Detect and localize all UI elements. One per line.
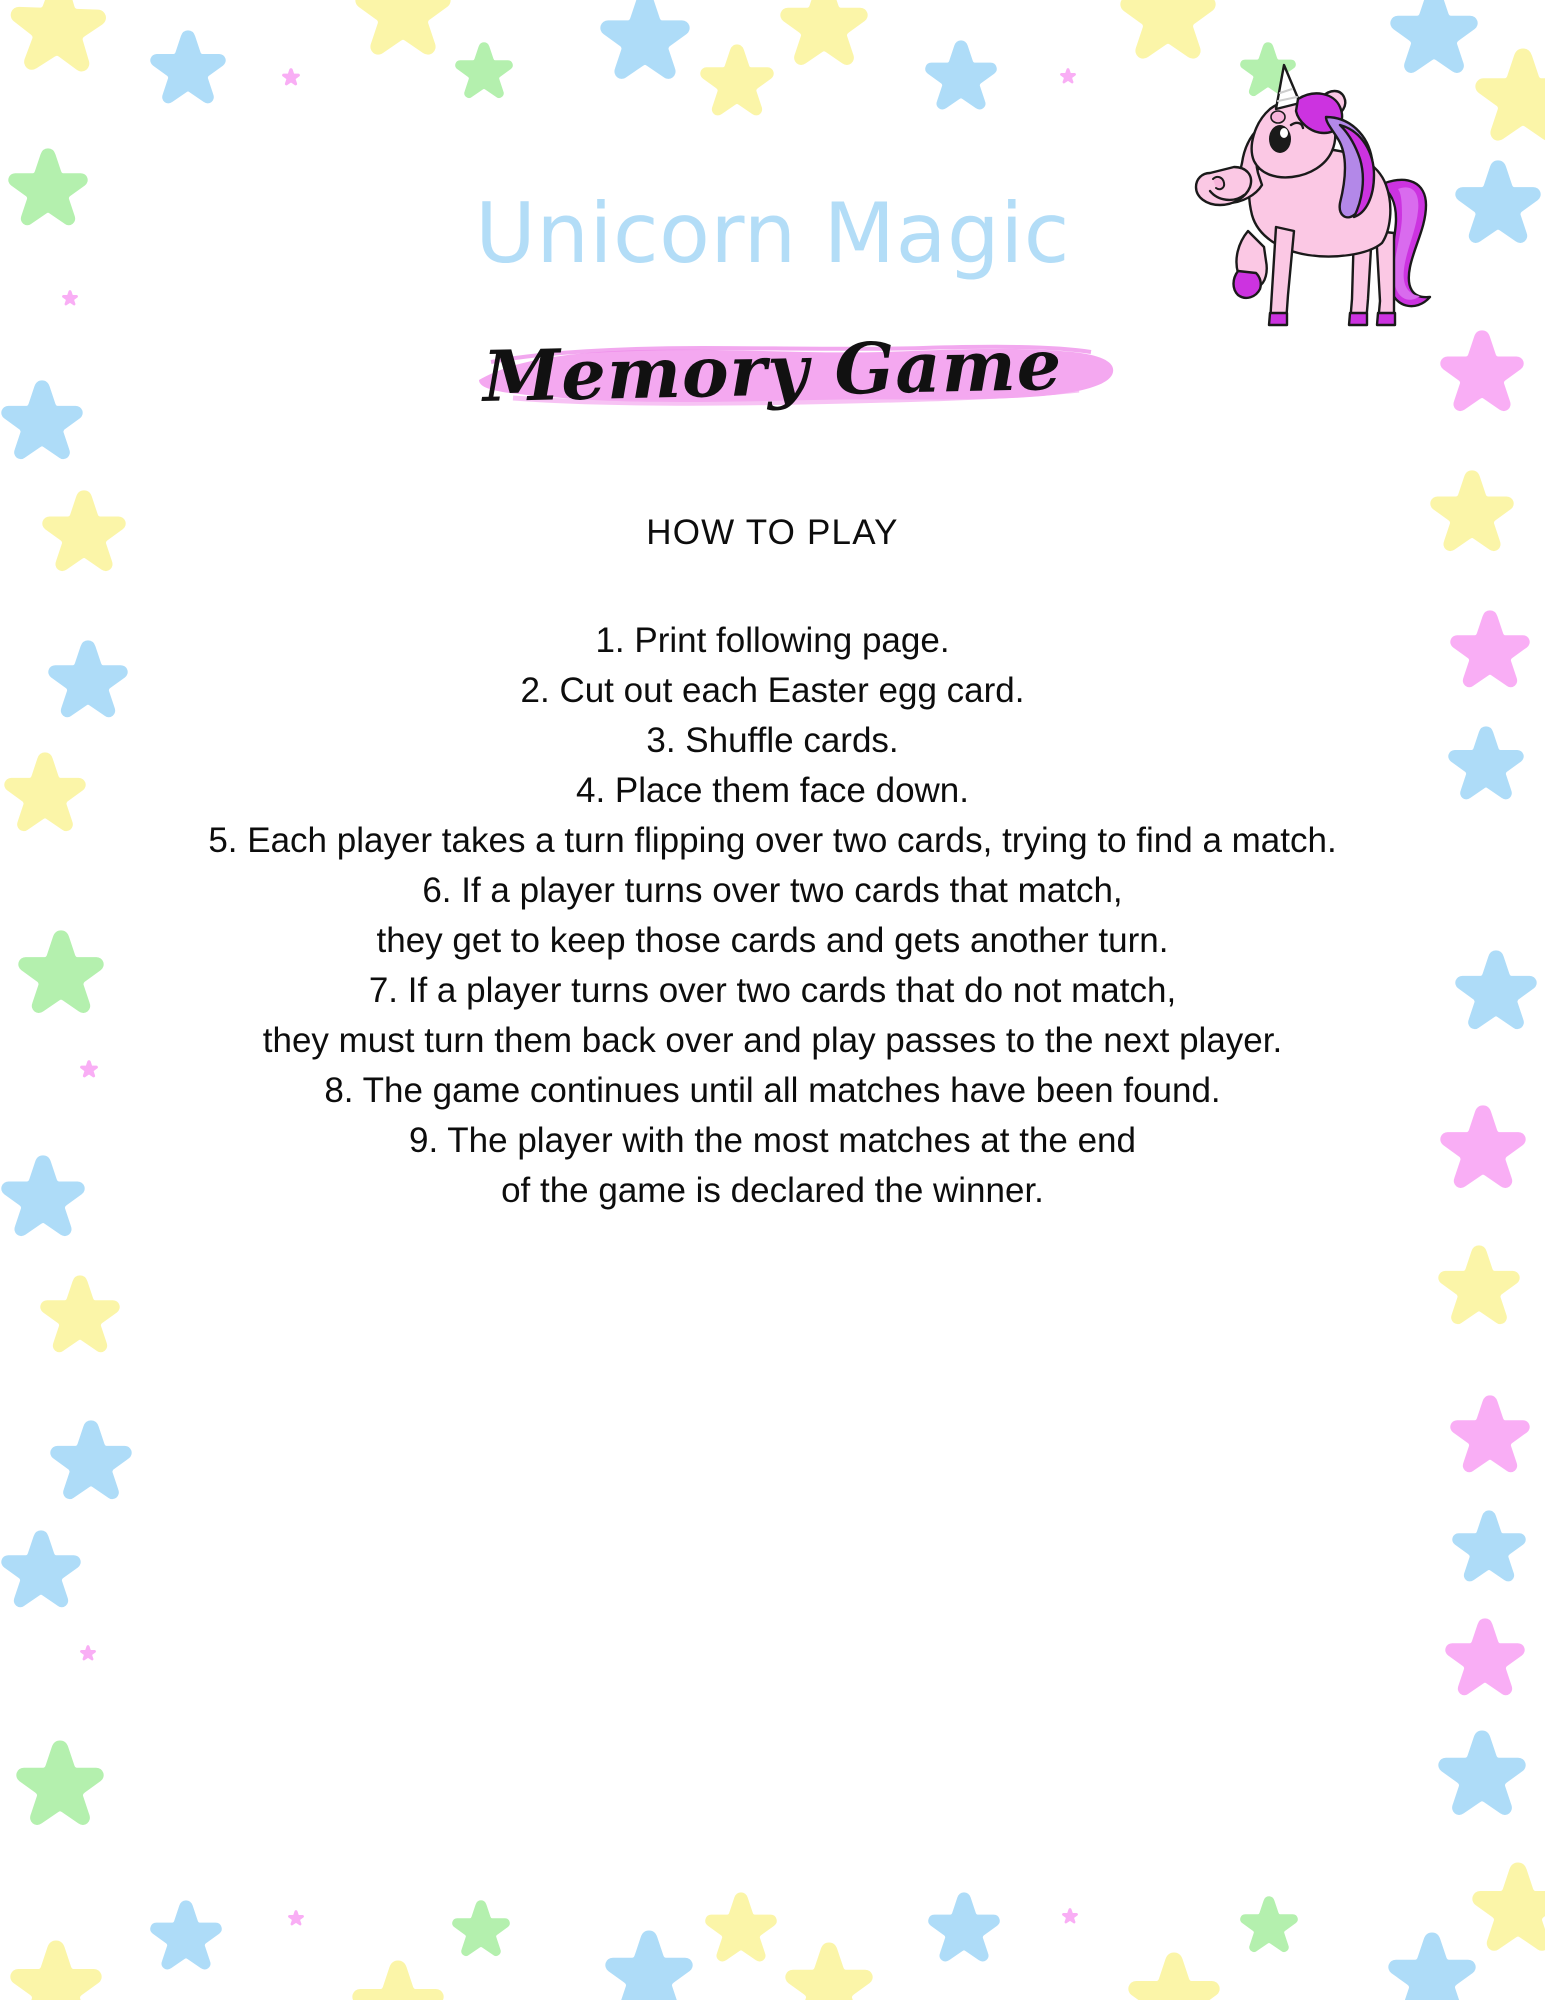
- star-icon: [1240, 1896, 1298, 1954]
- star-icon: [925, 40, 997, 112]
- star-icon: [282, 68, 300, 86]
- star-icon: [705, 1892, 777, 1964]
- star-icon: [150, 30, 226, 106]
- how-to-play-heading: HOW TO PLAY: [646, 513, 899, 552]
- star-icon: [1060, 68, 1076, 84]
- instruction-step: 7. If a player turns over two cards that do not match,: [368, 971, 1177, 1010]
- star-icon: [1438, 1730, 1526, 1818]
- instruction-step: 6. If a player turns over two cards that match,: [422, 871, 1123, 910]
- star-icon: [355, 0, 451, 58]
- star-icon: [1472, 1862, 1545, 1954]
- star-icon: [1450, 1395, 1530, 1475]
- star-icon: [1, 1530, 81, 1610]
- star-icon: [62, 290, 78, 306]
- page-title: Unicorn Magic: [475, 185, 1070, 282]
- star-icon: [1120, 0, 1216, 62]
- star-icon: [288, 1910, 304, 1926]
- instruction-step: 1. Print following page.: [595, 621, 950, 660]
- star-icon: [1438, 1245, 1520, 1327]
- instruction-step: they must turn them back over and play passes to the next player.: [262, 1021, 1283, 1060]
- instruction-step: they get to keep those cards and gets another turn.: [376, 921, 1169, 960]
- star-icon: [700, 44, 774, 118]
- star-icon: [80, 1645, 96, 1661]
- star-icon: [785, 1942, 873, 2000]
- star-icon: [600, 0, 690, 82]
- instruction-step: 9. The player with the most matches at the end: [409, 1121, 1136, 1160]
- star-icon: [1388, 1932, 1476, 2000]
- star-icon: [780, 0, 868, 68]
- star-icon: [605, 1930, 693, 2000]
- star-icon: [452, 1900, 510, 1958]
- star-icon: [1475, 48, 1545, 144]
- star-icon: [928, 1892, 1000, 1964]
- star-icon: [150, 1900, 222, 1972]
- star-icon: [1128, 1952, 1220, 2000]
- star-icon: [10, 1940, 102, 2000]
- instruction-step: 4. Place them face down.: [576, 771, 969, 810]
- page-subtitle: Memory Game: [481, 322, 1064, 419]
- instruction-step: 8. The game continues until all matches have been found.: [324, 1071, 1221, 1110]
- star-icon: [352, 1960, 444, 2000]
- star-icon: [40, 1275, 120, 1355]
- star-icon: [1062, 1908, 1078, 1924]
- star-icon: [8, 0, 107, 76]
- star-icon: [1445, 1618, 1525, 1698]
- instructions-section: [0, 512, 1545, 1216]
- star-icon: [1452, 1510, 1526, 1584]
- star-icon: [50, 1420, 132, 1502]
- instruction-steps-list: [0, 616, 1545, 1216]
- instruction-step: of the game is declared the winner.: [501, 1171, 1044, 1210]
- subtitle-group: [0, 318, 1545, 428]
- instruction-step: 5. Each player takes a turn flipping over two cards, trying to find a match.: [208, 821, 1337, 860]
- star-icon: [16, 1740, 104, 1828]
- star-icon: [455, 42, 513, 100]
- instruction-step: 3. Shuffle cards.: [646, 721, 899, 760]
- instruction-step: 2. Cut out each Easter egg card.: [520, 671, 1025, 710]
